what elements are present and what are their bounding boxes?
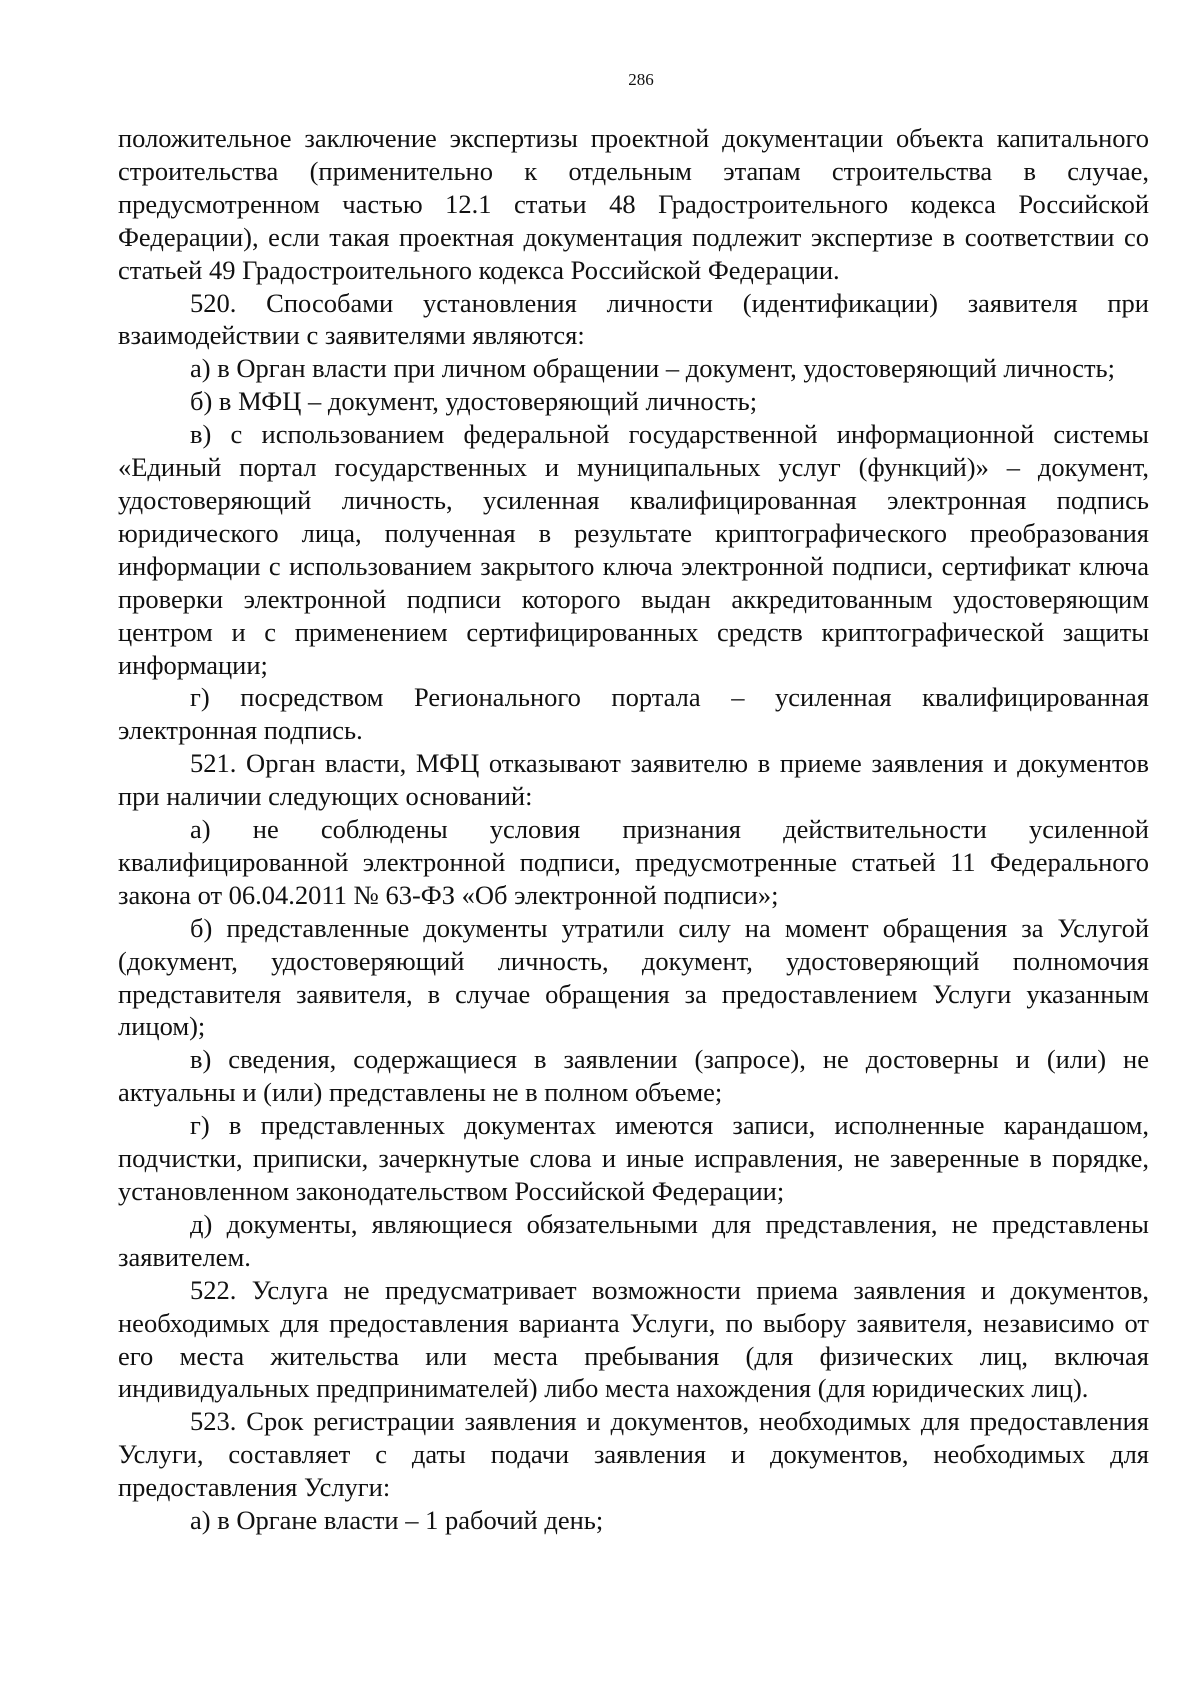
paragraph-521: 521. Орган власти, МФЦ отказывают заявителю в приеме заявления и документов при наличии следующих оснований:: [118, 748, 1149, 812]
paragraph-521-g: г) в представленных документах имеются записи, исполненные карандашом, подчистки, приписки, зачеркнутые слова и иные исправления, не заверенные в порядке, установленном законодательством Российской Федерации;: [118, 1110, 1149, 1206]
paragraph-521-b: б) представленные документы утратили силу на момент обращения за Услугой (документ, удостоверяющий личность, документ, удостоверяющий полномочия представителя заявителя, в случае обращения за предоставлением Услуги указанным лицом);: [118, 912, 1149, 1042]
paragraph-520-g: г) посредством Регионального портала – усиленная квалифицированная электронная подпись.: [118, 682, 1149, 746]
paragraph-523-a: а) в Органе власти – 1 рабочий день;: [190, 1505, 604, 1536]
paragraph-520-a: а) в Орган власти при личном обращении – документ, удостоверяющий личность;: [190, 353, 1115, 384]
paragraph-520-v: в) с использованием федеральной государственной информационной системы «Единый портал государственных и муниципальных услуг (функций)» – документ, удостоверяющий личность, усиленная квалифицированная электронная подпись юридического лица, полученная в результате криптографического преобразования информации с использованием закрытого ключа электронной подписи, сертификат ключа проверки электронной подписи которого выдан аккредитованным удостоверяющим центром и с применением сертифицированных средств криптографической защиты информации;: [118, 419, 1149, 680]
paragraph-521-d: д) документы, являющиеся обязательными для представления, не представлены заявителем.: [118, 1208, 1149, 1272]
paragraph-520-b: б) в МФЦ – документ, удостоверяющий личность;: [190, 386, 758, 417]
paragraph-521-a: а) не соблюдены условия признания действительности усиленной квалифицированной электронной подписи, предусмотренные статьей 11 Федерального закона от 06.04.2011 № 63-ФЗ «Об электронной подписи»;: [118, 814, 1149, 910]
paragraph-expertise-conclusion-continued: положительное заключение экспертизы проектной документации объекта капитального строительства (применительно к отдельным этапам строительства в случае, предусмотренном частью 12.1 статьи 48 Градостроительного кодекса Российской Федерации), если такая проектная документация подлежит экспертизе в соответствии со статьей 49 Градостроительного кодекса Российской Федерации.: [118, 123, 1149, 285]
paragraph-520: 520. Способами установления личности (идентификации) заявителя при взаимодействии с заявителями являются:: [118, 287, 1149, 351]
page-number: 286: [628, 70, 654, 89]
document-body: [118, 122, 1149, 1537]
paragraph-523: 523. Срок регистрации заявления и документов, необходимых для предоставления Услуги, составляет с даты подачи заявления и документов, необходимых для предоставления Услуги:: [118, 1406, 1149, 1503]
paragraph-522: 522. Услуга не предусматривает возможности приема заявления и документов, необходимых для предоставления варианта Услуги, по выбору заявителя, независимо от его места жительства или места пребывания (для физических лиц, включая индивидуальных предпринимателей) либо места нахождения (для юридических лиц).: [118, 1274, 1149, 1404]
paragraph-521-v: в) сведения, содержащиеся в заявлении (запросе), не достоверны и (или) не актуальны и (или) представлены не в полном объеме;: [118, 1044, 1149, 1108]
